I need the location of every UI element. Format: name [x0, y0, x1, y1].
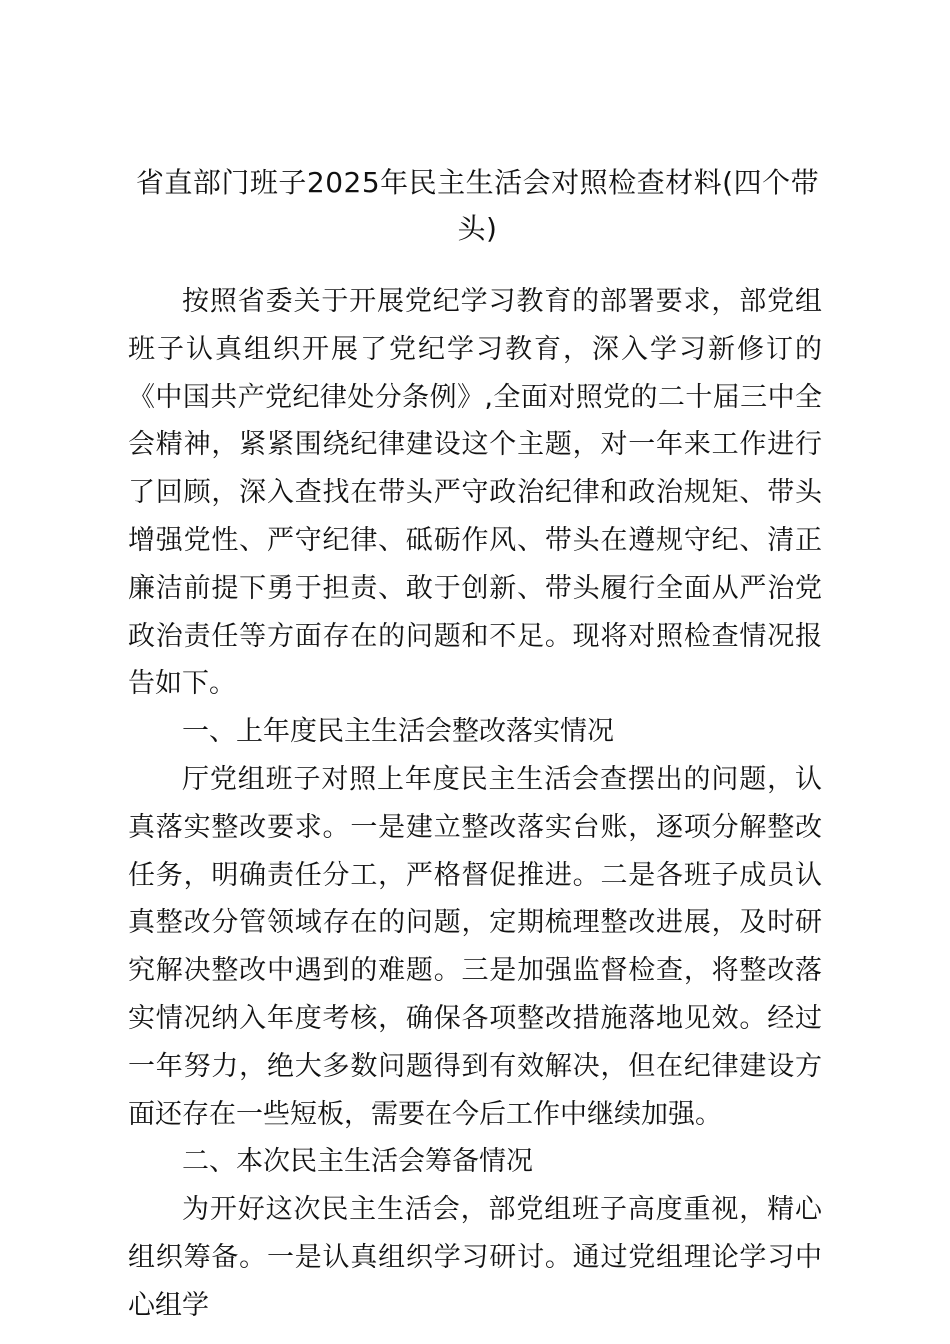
section-heading-2: 二、本次民主生活会筹备情况 [182, 1146, 533, 1178]
intro-paragraph: 按照省委关于开展党纪学习教育的部署要求，部党组班子认真组织开展了党纪学习教育，深入学习新修订的《中国共产党纪律处分条例》,全面对照党的二十届三中全会精神，紧紧围绕纪律建设这个主题，对一年来工作进行了回顾，深入查找在带头严守政治纪律和政治规矩、带头增强党性、严守纪律、砥砺作风、带头在遵规守纪、清正廉洁前提下勇于担责、敢于创新、带头履行全面从严治党政治责任等方面存在的问题和不足。现将对照检查情况报告如下。 [128, 286, 822, 700]
section-1-paragraph: 厅党组班子对照上年度民主生活会查摆出的问题，认真落实整改要求。一是建立整改落实台账，逐项分解整改任务，明确责任分工，严格督促推进。二是各班子成员认真整改分管领域存在的问题，定期梳理整改进展，及时研究解决整改中遇到的难题。三是加强监督检查，将整改落实情况纳入年度考核，确保各项整改措施落地见效。经过一年努力，绝大多数问题得到有效解决，但在纪律建设方面还存在一些短板，需要在今后工作中继续加强。 [128, 763, 822, 1130]
section-2-paragraph: 为开好这次民主生活会，部党组班子高度重视，精心组织筹备。一是认真组织学习研讨。通过党组理论学习中心组学 [128, 1194, 822, 1321]
document-body [128, 278, 822, 1330]
document-title: 省直部门班子2025年民主生活会对照检查材料(四个带头) [135, 166, 820, 245]
section-heading-1: 一、上年度民主生活会整改落实情况 [182, 716, 614, 748]
